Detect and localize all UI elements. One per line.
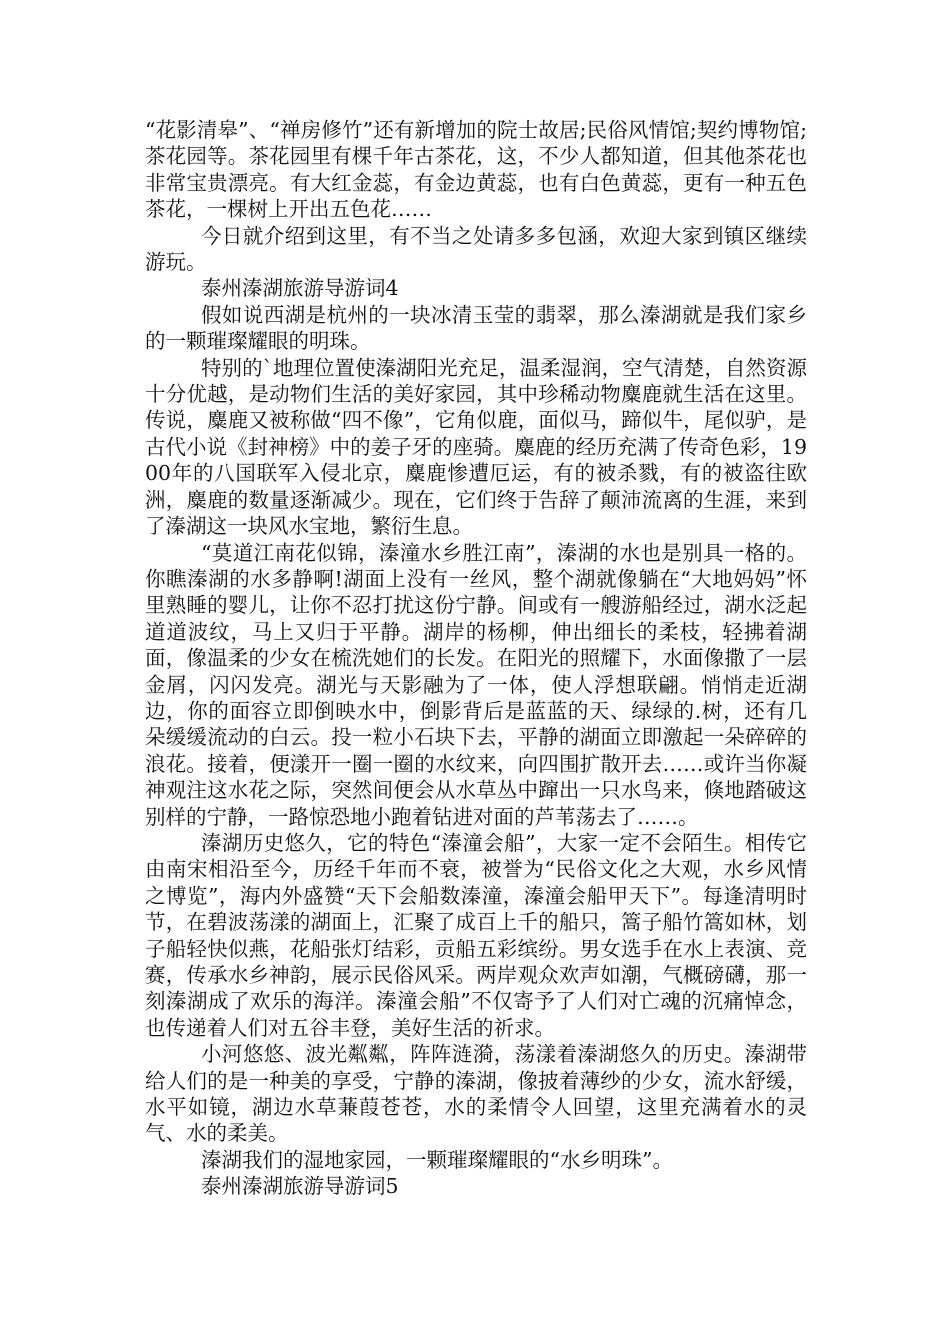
paragraph-intro-pearl: 假如说西湖是杭州的一块冰清玉莹的翡翠，那么溱湖就是我们家乡的一颗璀璨耀眼的明珠。 [145,302,807,354]
paragraph-river-ripples: 小河悠悠、波光粼粼，阵阵涟漪，荡漾着溱湖悠久的历史。溱湖带给人们的是一种美的享受，宁静的溱湖，像披着薄纱的少女，流水舒缓，水平如镜，湖边水草蒹葭苍苍，水的柔情令人回望，这里充满着水的灵气、水的柔美。 [145,1042,807,1146]
paragraph-milu-deer: 特别的`地理位置使溱湖阳光充足，温柔湿润，空气清楚，自然资源十分优越，是动物们生活的美好家园，其中珍稀动物麋鹿就生活在这里。传说，麋鹿又被称做“四不像”，它角似鹿，面似马，蹄似牛，尾似驴，是古代小说《封神榜》中的姜子牙的座骑。麋鹿的经历充满了传奇色彩，1900年的八国联军入侵北京，麋鹿惨遭厄运，有的被杀戮，有的被盗往欧洲，麋鹿的数量逐渐减少。现在，它们终于告辞了颠沛流离的生涯，来到了溱湖这一块风水宝地，繁衍生息。 [145,355,807,539]
section-heading-4: 泰州溱湖旅游导游词4 [201,276,399,301]
paragraph-boat-festival: 溱湖历史悠久，它的特色“溱潼会船”，大家一定不会陌生。相传它由南宋相沿至今，历经千年而不衰，被誉为“民俗文化之大观，水乡风情之博览”，海内外盛赞“天下会船数溱潼，溱潼会船甲天下”。每逢清明时节，在碧波荡漾的湖面上，汇聚了成百上千的船只，篙子船竹篙如林，划子船轻快似燕，花船张灯结彩，贡船五彩缤纷。男女选手在水上表演、竞赛，传承水乡神韵，展示民俗风采。两岸观众欢声如潮，气概磅礴，那一刻溱湖成了欢乐的海洋。溱潼会船”不仅寄予了人们对亡魂的沉痛悼念，也传递着人们对五谷丰登，美好生活的祈求。 [145,830,807,1040]
paragraph-wetland-home: 溱湖我们的湿地家园，一颗璀璨耀眼的“水乡明珠”。 [201,1147,673,1172]
section-heading-5: 泰州溱湖旅游导游词5 [201,1174,399,1199]
paragraph-closing-remarks: 今日就介绍到这里，有不当之处请多多包涵，欢迎大家到镇区继续游玩。 [145,223,807,275]
paragraph-tea-garden: “花影清皋”、“禅房修竹”还有新增加的院士故居;民俗风情馆;契约博物馆;茶花园等。茶花园里有棵千年古茶花，这，不少人都知道，但其他茶花也非常宝贵漂亮。有大红金蕊，有金边黄蕊，也有白色黄蕊，更有一种五色茶花，一棵树上开出五色花…… [145,118,807,222]
paragraph-lake-water: “莫道江南花似锦，溱潼水乡胜江南”，溱湖的水也是别具一格的。你瞧溱湖的水多静啊!湖面上没有一丝风，整个湖就像躺在“大地妈妈”怀里熟睡的婴儿，让你不忍打扰这份宁静。间或有一艘游船经过，湖水泛起道道波纹，马上又归于平静。湖岸的杨柳，伸出细长的柔枝，轻拂着湖面，像温柔的少女在梳洗她们的长发。在阳光的照耀下，水面像撒了一层金屑，闪闪发亮。湖光与天影融为了一体，使人浮想联翩。悄悄走近湖边，你的面容立即倒映水中，倒影背后是蓝蓝的天、绿绿的.树，还有几朵缓缓流动的白云。投一粒小石块下去，平静的湖面立即激起一朵碎碎的浪花。接着，便漾开一圈一圈的水纹来，向四围扩散开去……或许当你凝神观注这水花之际，突然间便会从水草丛中蹿出一只水鸟来，倏地踏破这别样的宁静，一路惊恐地小跑着钻进对面的芦苇荡去了……。 [145,540,807,829]
document-body [145,117,807,1200]
